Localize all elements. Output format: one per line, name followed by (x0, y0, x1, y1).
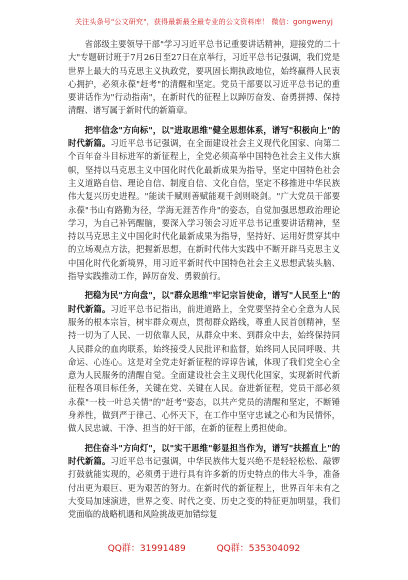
paragraph-section-1 (68, 124, 340, 284)
qq-group-2: QQ群：535304092 (216, 544, 301, 554)
paragraph-text: 习近平总书记强调，中华民族伟大复兴绝不是轻轻松松、敲锣打鼓就能实现的，必须勇于进行具有许多新的历史特点的伟大斗争，准备付出更为艰巨、更为艰苦的努力。在新时代的新征程上，世界百年未有之大变局加速演进，世界之变、时代之变、历史之变的特征更加明显，我们党面临的战略机遇和风险挑战更加错综复 (68, 455, 340, 520)
section-heading: 把牢信念"方向标"，以"进取思维"健全思想体系，谱写"积极向上"的时代新篇。 (68, 124, 340, 149)
qq-group-1: QQ群：31991489 (107, 544, 186, 554)
footer-contacts (0, 541, 408, 554)
paragraph-section-3 (68, 442, 340, 522)
paragraph-intro (68, 38, 340, 118)
article-body (68, 38, 340, 521)
promo-banner: 关注头条号"公文研究"，获得最新最全最专业的公文资料库！ 微信：gongwenyj (74, 18, 334, 26)
paragraph-text: 省部级主要领导干部"学习习近平总书记重要讲话精神，迎接党的二十大"专题研讨班于7月26日至27日在京举行，习近平总书记强调，我们党是世界上最大的马克思主义执政党，要巩固长期执政地位，始终赢得人民衷心拥护，必须永葆"赶考"的清醒和坚定。党员干部要以习近平总书记的重要讲话作为"行动指南"，在新时代的征程上以踔厉奋发、奋勇拼搏、保持清醒、谱写属于新时代的新篇章。 (68, 39, 340, 116)
section-heading: 把稳为民"方向盘"，以"群众思维"牢记宗旨使命，谱写"人民至上"的时代新篇。 (68, 290, 340, 314)
paragraph-text: 习近平总书记强调，在全面建设社会主义现代化国家、向第二个百年奋斗目标进军的新征程上，全党必须高举中国特色社会主义伟大旗帜，坚持以马克思主义中国化时代化最新成果为指导，坚定中国特色社会主义道路自信、理论自信、制度自信、文化自信，坚定不移推进中华民族伟大复兴历史进程。"能读千赋则善赋能观千剑则晓剑。"广大党员干部要永葆"书山有路勤为径，学海无涯苦作舟"的姿态，自觉加强思想政治理论学习，为自己补钙醒脑，要深入学习领会习近平总书记重要讲话精神，坚持以马克思主义中国化时代化最新成果为指导，坚持好、运用好贯穿其中的立场观点方法，把握新思想，在新时代伟大实践中不断开辟马克思主义中国化时代化新境界，用习近平新时代中国特色社会主义思想武装头脑、指导实践推动工作，踔厉奋发、勇毅前行。 (68, 138, 340, 282)
paragraph-section-2 (68, 289, 340, 435)
paragraph-text: 习近平总书记指出，前进道路上，全党要坚持全心全意为人民服务的根本宗旨，树牢群众观点，贯彻群众路线，尊重人民首创精神，坚持一切为了人民、一切依靠人民，从群众中来、到群众中去，始终保持同人民群众的血肉联系，始终接受人民批评和监督，始终同人民同呼吸、共命运、心连心。这是对全党走好新征程的谆谆告诫，体现了我们党全心全意为人民服务的清醒自觉。全面建设社会主义现代化国家，实现新时代新征程各项目标任务，关键在党、关键在人民。奋进新征程，党员干部必须永葆"一枝一叶总关情"的"赶考"姿态，以共产党员的清醒和坚定，不断锤身养性，做到严于律己、心怀天下，在工作中坚守忠诚之心和为民情怀，做人民忠诚、干净、担当的好干部，在新的征程上勇担使命。 (68, 303, 340, 434)
section-heading: 把住奋斗"方向灯"，以"实干思维"彰显担当作为，谱写"扶摇直上"的时代新篇。 (68, 442, 340, 466)
